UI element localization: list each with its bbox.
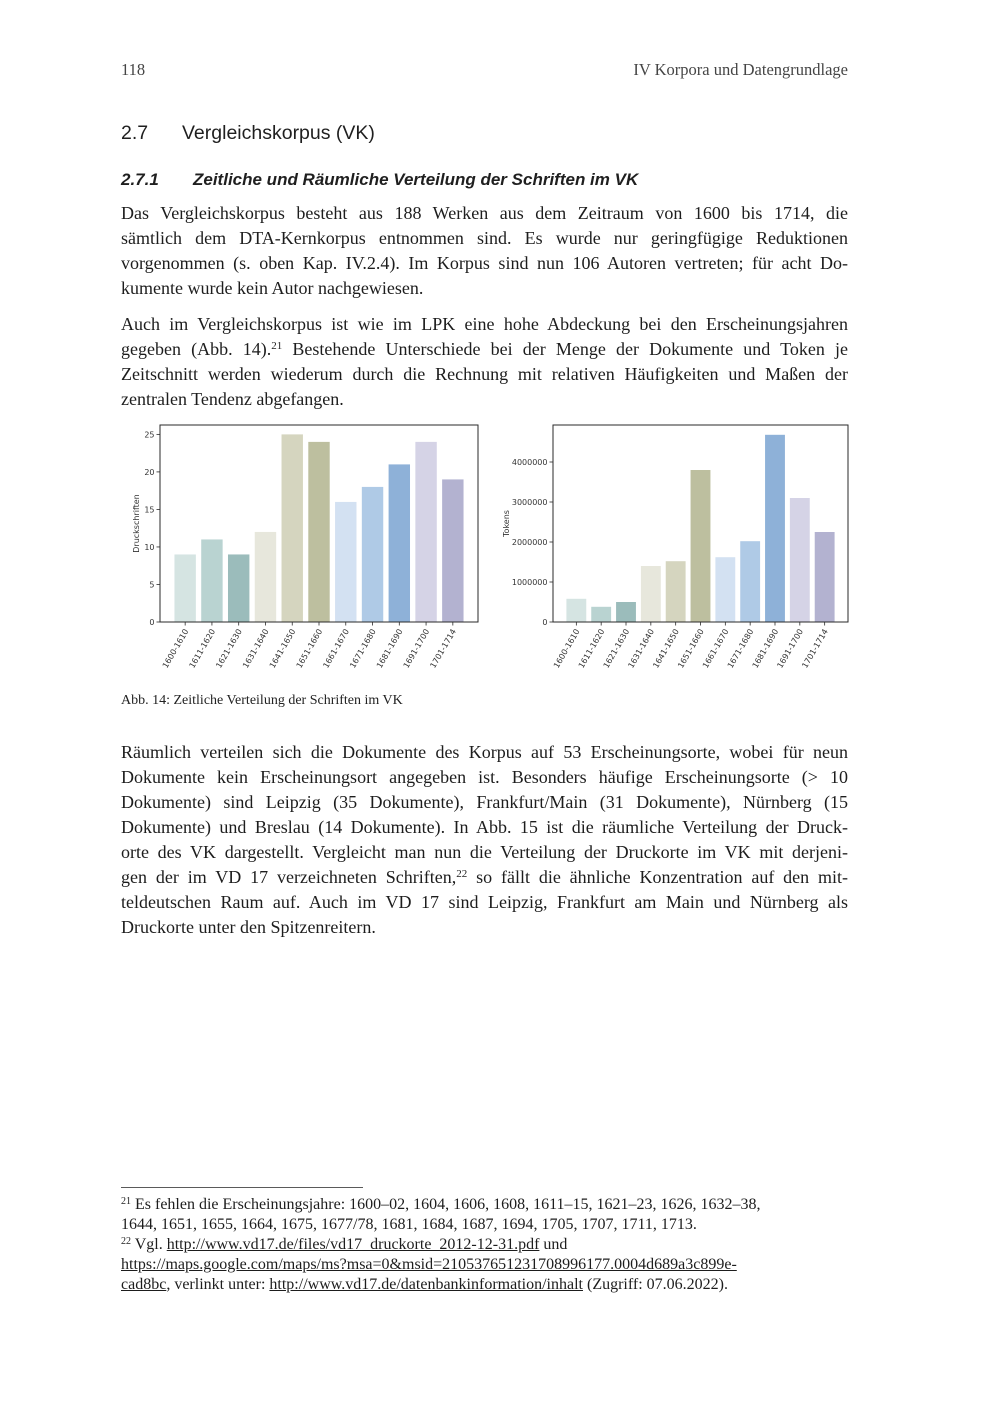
text-line xyxy=(121,251,848,276)
y-tick-label: 1000000 xyxy=(511,577,548,587)
y-axis-label: Tokens xyxy=(502,510,511,537)
footnote-22-continued xyxy=(121,1255,761,1275)
y-tick-label: 4000000 xyxy=(511,457,548,467)
x-tick-label: 1641-1650 xyxy=(651,627,681,670)
x-tick-label: 1671-1680 xyxy=(725,627,756,670)
bar-1691-1700 xyxy=(790,498,810,622)
running-head: IV Korpora und Datengrundlage xyxy=(633,60,848,79)
x-tick-label: 1631-1640 xyxy=(626,627,657,670)
footnote-link-google-maps[interactable]: https://maps.google.com/maps/ms?msa=0&msid=210537651231708996177.0004d689a3c899e- xyxy=(121,1256,737,1273)
y-tick-label: 10 xyxy=(144,542,155,552)
footnote-ref-21: 21 xyxy=(271,340,283,352)
footnote-21 xyxy=(121,1195,761,1215)
footnote-number: 21 xyxy=(121,1196,131,1207)
bar-1681-1690 xyxy=(765,435,785,622)
text-line xyxy=(121,387,848,412)
paragraph-1 xyxy=(121,201,848,301)
text-line-content: Dokumente) und Breslau (14 Dokumente). In Abb. 15 ist die räumliche Verteilung der Druck- xyxy=(121,817,848,837)
bar-1661-1670 xyxy=(335,502,356,622)
text-line-content: Dokumente) sind Leipzig (35 Dokumente), Frankfurt/Main (31 Dokumente), Nürnberg (15 xyxy=(121,792,848,812)
text-line xyxy=(121,815,848,840)
x-tick-label: 1701-1714 xyxy=(428,627,459,670)
x-tick-label: 1641-1650 xyxy=(267,627,298,670)
x-tick-label: 1691-1700 xyxy=(401,627,432,670)
text-segment: so fällt die ähnliche Konzentration auf den mit- xyxy=(476,867,849,887)
footnote-text: Vgl. xyxy=(134,1236,163,1253)
bar-1691-1700 xyxy=(415,442,436,622)
bar-1701-1714 xyxy=(442,479,463,622)
y-tick-label: 3000000 xyxy=(511,497,548,507)
bar-1631-1640 xyxy=(255,532,276,622)
text-line xyxy=(121,740,848,765)
bar-1641-1650 xyxy=(666,561,686,622)
text-line-content: Räumlich verteilen sich die Dokumente des Korpus auf 53 Erscheinungsorte, wobei für neun xyxy=(121,742,848,762)
figure-caption: Abb. 14: Zeitliche Verteilung der Schriften im VK xyxy=(121,693,403,708)
footnote-22-continued xyxy=(121,1275,761,1295)
text-line-content: zentralen Tendenz abgefangen. xyxy=(121,389,344,409)
y-tick-label: 5 xyxy=(149,580,155,590)
footnote-text: und xyxy=(543,1236,568,1253)
footnote-link-vd17-datenbankinformation[interactable]: http://www.vd17.de/datenbankinformation/inhalt xyxy=(269,1276,583,1293)
text-line xyxy=(121,890,848,915)
footnotes xyxy=(121,1195,761,1295)
text-line-content: Druckorte unter den Spitzenreitern. xyxy=(121,917,376,937)
y-tick-label: 20 xyxy=(144,467,155,477)
x-tick-label: 1651-1660 xyxy=(676,627,706,670)
text-line xyxy=(121,226,848,251)
text-line xyxy=(121,201,848,226)
text-line-content: teldeutschen Raum auf. Auch im VD 17 sind Leipzig, Frankfurt am Main und Nürnberg als xyxy=(121,892,848,912)
footnote-text: (Zugriff: 07.06.2022). xyxy=(586,1276,728,1293)
figure-14-charts xyxy=(0,415,1000,690)
text-line-content: vorgenommen (s. oben Kap. IV.2.4). Im Korpus sind nun 106 Autoren vertreten; für acht Do- xyxy=(121,253,848,273)
footnote-text: 1644, 1651, 1655, 1664, 1675, 1677/78, 1681, 1684, 1687, 1694, 1705, 1707, 1711, 1713. xyxy=(121,1216,697,1233)
text-segment: Bestehende Unterschiede bei der Menge der Dokumente und Token je xyxy=(292,339,848,359)
section-title: Vergleichskorpus (VK) xyxy=(182,122,375,144)
x-tick-label: 1671-1680 xyxy=(348,627,378,670)
x-tick-label: 1681-1690 xyxy=(750,627,781,670)
x-tick-label: 1621-1630 xyxy=(214,627,244,670)
text-line xyxy=(121,840,848,865)
y-axis-label: Druckschriften xyxy=(132,494,141,553)
x-tick-label: 1661-1670 xyxy=(321,627,351,670)
text-line-content xyxy=(121,339,848,359)
x-tick-label: 1600-1610 xyxy=(551,627,582,670)
text-line xyxy=(121,362,848,387)
bar-1641-1650 xyxy=(282,434,303,622)
bar-1671-1680 xyxy=(740,541,760,622)
bar-1621-1630 xyxy=(616,602,636,622)
text-line-content: Das Vergleichskorpus besteht aus 188 Werken aus dem Zeitraum von 1600 bis 1714, die xyxy=(121,203,848,223)
subsection-title: Zeitliche und Räumliche Verteilung der Schriften im VK xyxy=(193,170,639,189)
text-line-content: sämtlich dem DTA-Kernkorpus entnommen sind. Es wurde nur geringfügige Reduktionen xyxy=(121,228,848,248)
bar-1681-1690 xyxy=(389,464,410,622)
footnote-ref-22: 22 xyxy=(456,868,468,880)
x-tick-label: 1611-1620 xyxy=(576,627,607,670)
text-segment: gen der im VD 17 verzeichneten Schriften, xyxy=(121,867,457,887)
text-line xyxy=(121,865,848,890)
section-number: 2.7 xyxy=(121,122,149,144)
text-line-content xyxy=(121,867,848,887)
bar-1600-1610 xyxy=(174,554,195,622)
x-tick-label: 1651-1660 xyxy=(294,627,325,670)
y-tick-label: 2000000 xyxy=(511,537,548,547)
footnote-22 xyxy=(121,1235,761,1255)
text-segment: gegeben (Abb. 14). xyxy=(121,339,272,359)
text-line xyxy=(121,337,848,362)
footnote-rule xyxy=(121,1187,363,1188)
bar-1631-1640 xyxy=(641,566,661,622)
bar-1701-1714 xyxy=(815,532,835,622)
footnote-link-google-maps[interactable]: cad8bc xyxy=(121,1276,167,1293)
text-line-content: orte des VK dargestellt. Vergleicht man nun die Verteilung der Druckorte im VK mit derjeni- xyxy=(121,842,848,862)
x-tick-label: 1681-1690 xyxy=(374,627,405,670)
x-tick-label: 1691-1700 xyxy=(775,627,806,670)
bar-1661-1670 xyxy=(715,557,735,622)
x-tick-label: 1631-1640 xyxy=(241,627,271,670)
y-tick-label: 0 xyxy=(542,617,548,627)
text-line xyxy=(121,915,848,940)
text-line xyxy=(121,312,848,337)
x-tick-label: 1701-1714 xyxy=(800,627,830,670)
page-number: 118 xyxy=(121,60,146,79)
bar-1651-1660 xyxy=(308,442,329,622)
subsection-number: 2.7.1 xyxy=(121,170,159,189)
x-tick-label: 1611-1620 xyxy=(187,627,218,670)
bar-1651-1660 xyxy=(691,470,711,622)
text-line xyxy=(121,765,848,790)
tokens-bar-chart xyxy=(502,425,848,670)
bar-1621-1630 xyxy=(228,554,249,622)
text-line xyxy=(121,276,848,301)
text-line-content: Zeitschnitt werden wiederum durch die Rechnung mit relativen Häufigkeiten und Maßen der xyxy=(121,364,848,384)
y-tick-label: 15 xyxy=(144,505,155,515)
y-tick-label: 25 xyxy=(144,430,155,440)
text-line xyxy=(121,790,848,815)
bar-1611-1620 xyxy=(201,539,222,622)
bar-1671-1680 xyxy=(362,487,383,622)
x-tick-label: 1661-1670 xyxy=(700,627,731,670)
text-line-content: Dokumente kein Erscheinungsort angegeben ist. Besonders häufige Erscheinungsorte (> 10 xyxy=(121,767,848,787)
paragraph-3 xyxy=(121,740,848,940)
footnote-text: Es fehlen die Erscheinungsjahre: 1600–02, 1604, 1606, 1608, 1611–15, 1621–23, 1626, 1632–38, xyxy=(135,1196,761,1213)
bar-1600-1610 xyxy=(566,599,586,622)
paragraph-2 xyxy=(121,312,848,412)
x-tick-label: 1600-1610 xyxy=(160,627,191,670)
x-tick-label: 1621-1630 xyxy=(601,627,632,670)
text-line-content: kumente wurde kein Autor nachgewiesen. xyxy=(121,278,424,298)
footnote-21-continued xyxy=(121,1215,761,1235)
druckschriften-bar-chart xyxy=(132,425,478,670)
footnote-number: 22 xyxy=(121,1236,131,1247)
footnote-text: , verlinkt unter: xyxy=(166,1276,266,1293)
bar-1611-1620 xyxy=(591,607,611,622)
text-line-content: Auch im Vergleichskorpus ist wie im LPK eine hohe Abdeckung bei den Erscheinungsjahren xyxy=(121,314,848,334)
footnote-link-vd17-druckorte[interactable]: http://www.vd17.de/files/vd17_druckorte_2012-12-31.pdf xyxy=(166,1236,540,1253)
y-tick-label: 0 xyxy=(149,617,155,627)
